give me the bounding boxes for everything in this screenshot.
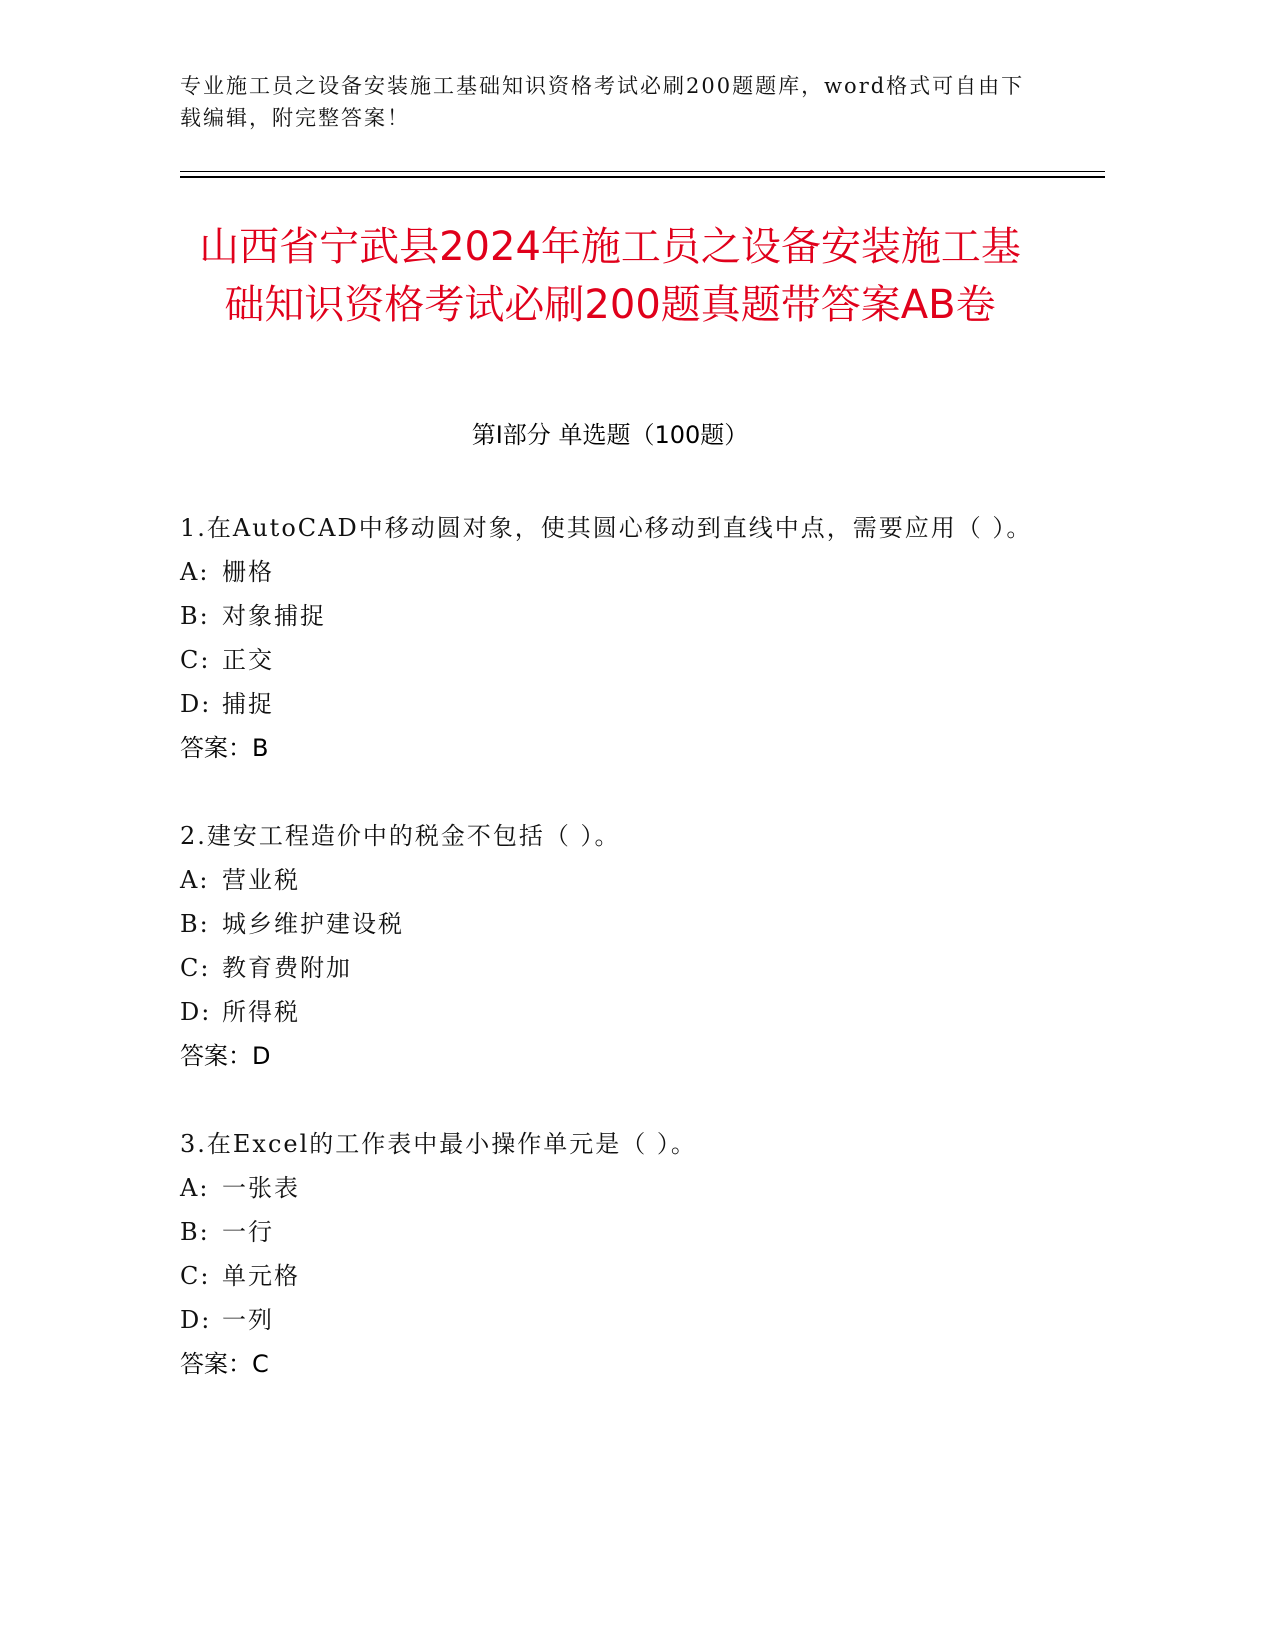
option-c <box>180 638 1040 682</box>
question-stem: 1.在AutoCAD中移动圆对象，使其圆心移动到直线中点，需要应用（ ）。 <box>180 514 1033 542</box>
question-3 <box>180 1122 1040 1386</box>
option-text: 捕捉 <box>222 690 274 718</box>
option-key: A: <box>180 1174 210 1202</box>
answer: 答案：B <box>180 734 269 762</box>
option-a <box>180 1166 1040 1210</box>
option-text: 一行 <box>222 1218 274 1246</box>
option-text: 营业税 <box>222 866 300 894</box>
answer: 答案：D <box>180 1042 271 1070</box>
header-divider-thick <box>180 176 1105 178</box>
option-key: D: <box>180 1306 212 1334</box>
answer: 答案：C <box>180 1350 269 1378</box>
option-c <box>180 946 1040 990</box>
option-a <box>180 858 1040 902</box>
option-text: 一列 <box>222 1306 274 1334</box>
option-b <box>180 902 1040 946</box>
option-text: 单元格 <box>222 1262 300 1290</box>
option-key: C: <box>180 1262 211 1290</box>
option-key: A: <box>180 558 210 586</box>
option-b <box>180 1210 1040 1254</box>
option-text: 城乡维护建设税 <box>222 910 404 938</box>
option-text: 所得税 <box>222 998 300 1026</box>
option-b <box>180 594 1040 638</box>
option-key: B: <box>180 602 210 630</box>
option-text: 一张表 <box>222 1174 300 1202</box>
option-c <box>180 1254 1040 1298</box>
option-key: B: <box>180 1218 210 1246</box>
option-text: 栅格 <box>222 558 274 586</box>
section-heading: 第I部分 单选题（100题） <box>471 421 749 449</box>
option-a <box>180 550 1040 594</box>
document-title: 山西省宁武县2024年施工员之设备安装施工基础知识资格考试必刷200题真题带答案AB卷 <box>199 224 1021 328</box>
option-key: D: <box>180 690 212 718</box>
option-d <box>180 990 1040 1034</box>
option-d <box>180 1298 1040 1342</box>
option-text: 教育费附加 <box>222 954 352 982</box>
header-note: 专业施工员之设备安装施工基础知识资格考试必刷200题题库，word格式可自由下载编辑，附完整答案！ <box>180 74 1025 130</box>
option-key: A: <box>180 866 210 894</box>
question-2 <box>180 814 1040 1078</box>
option-text: 对象捕捉 <box>222 602 326 630</box>
option-d <box>180 682 1040 726</box>
header-divider-thin <box>180 171 1105 172</box>
option-text: 正交 <box>222 646 274 674</box>
option-key: B: <box>180 910 210 938</box>
option-key: D: <box>180 998 212 1026</box>
question-stem: 2.建安工程造价中的税金不包括（ ）。 <box>180 822 621 850</box>
question-list <box>180 506 1040 1430</box>
option-key: C: <box>180 954 211 982</box>
question-1 <box>180 506 1040 770</box>
question-stem: 3.在Excel的工作表中最小操作单元是（ ）。 <box>180 1130 697 1158</box>
option-key: C: <box>180 646 211 674</box>
